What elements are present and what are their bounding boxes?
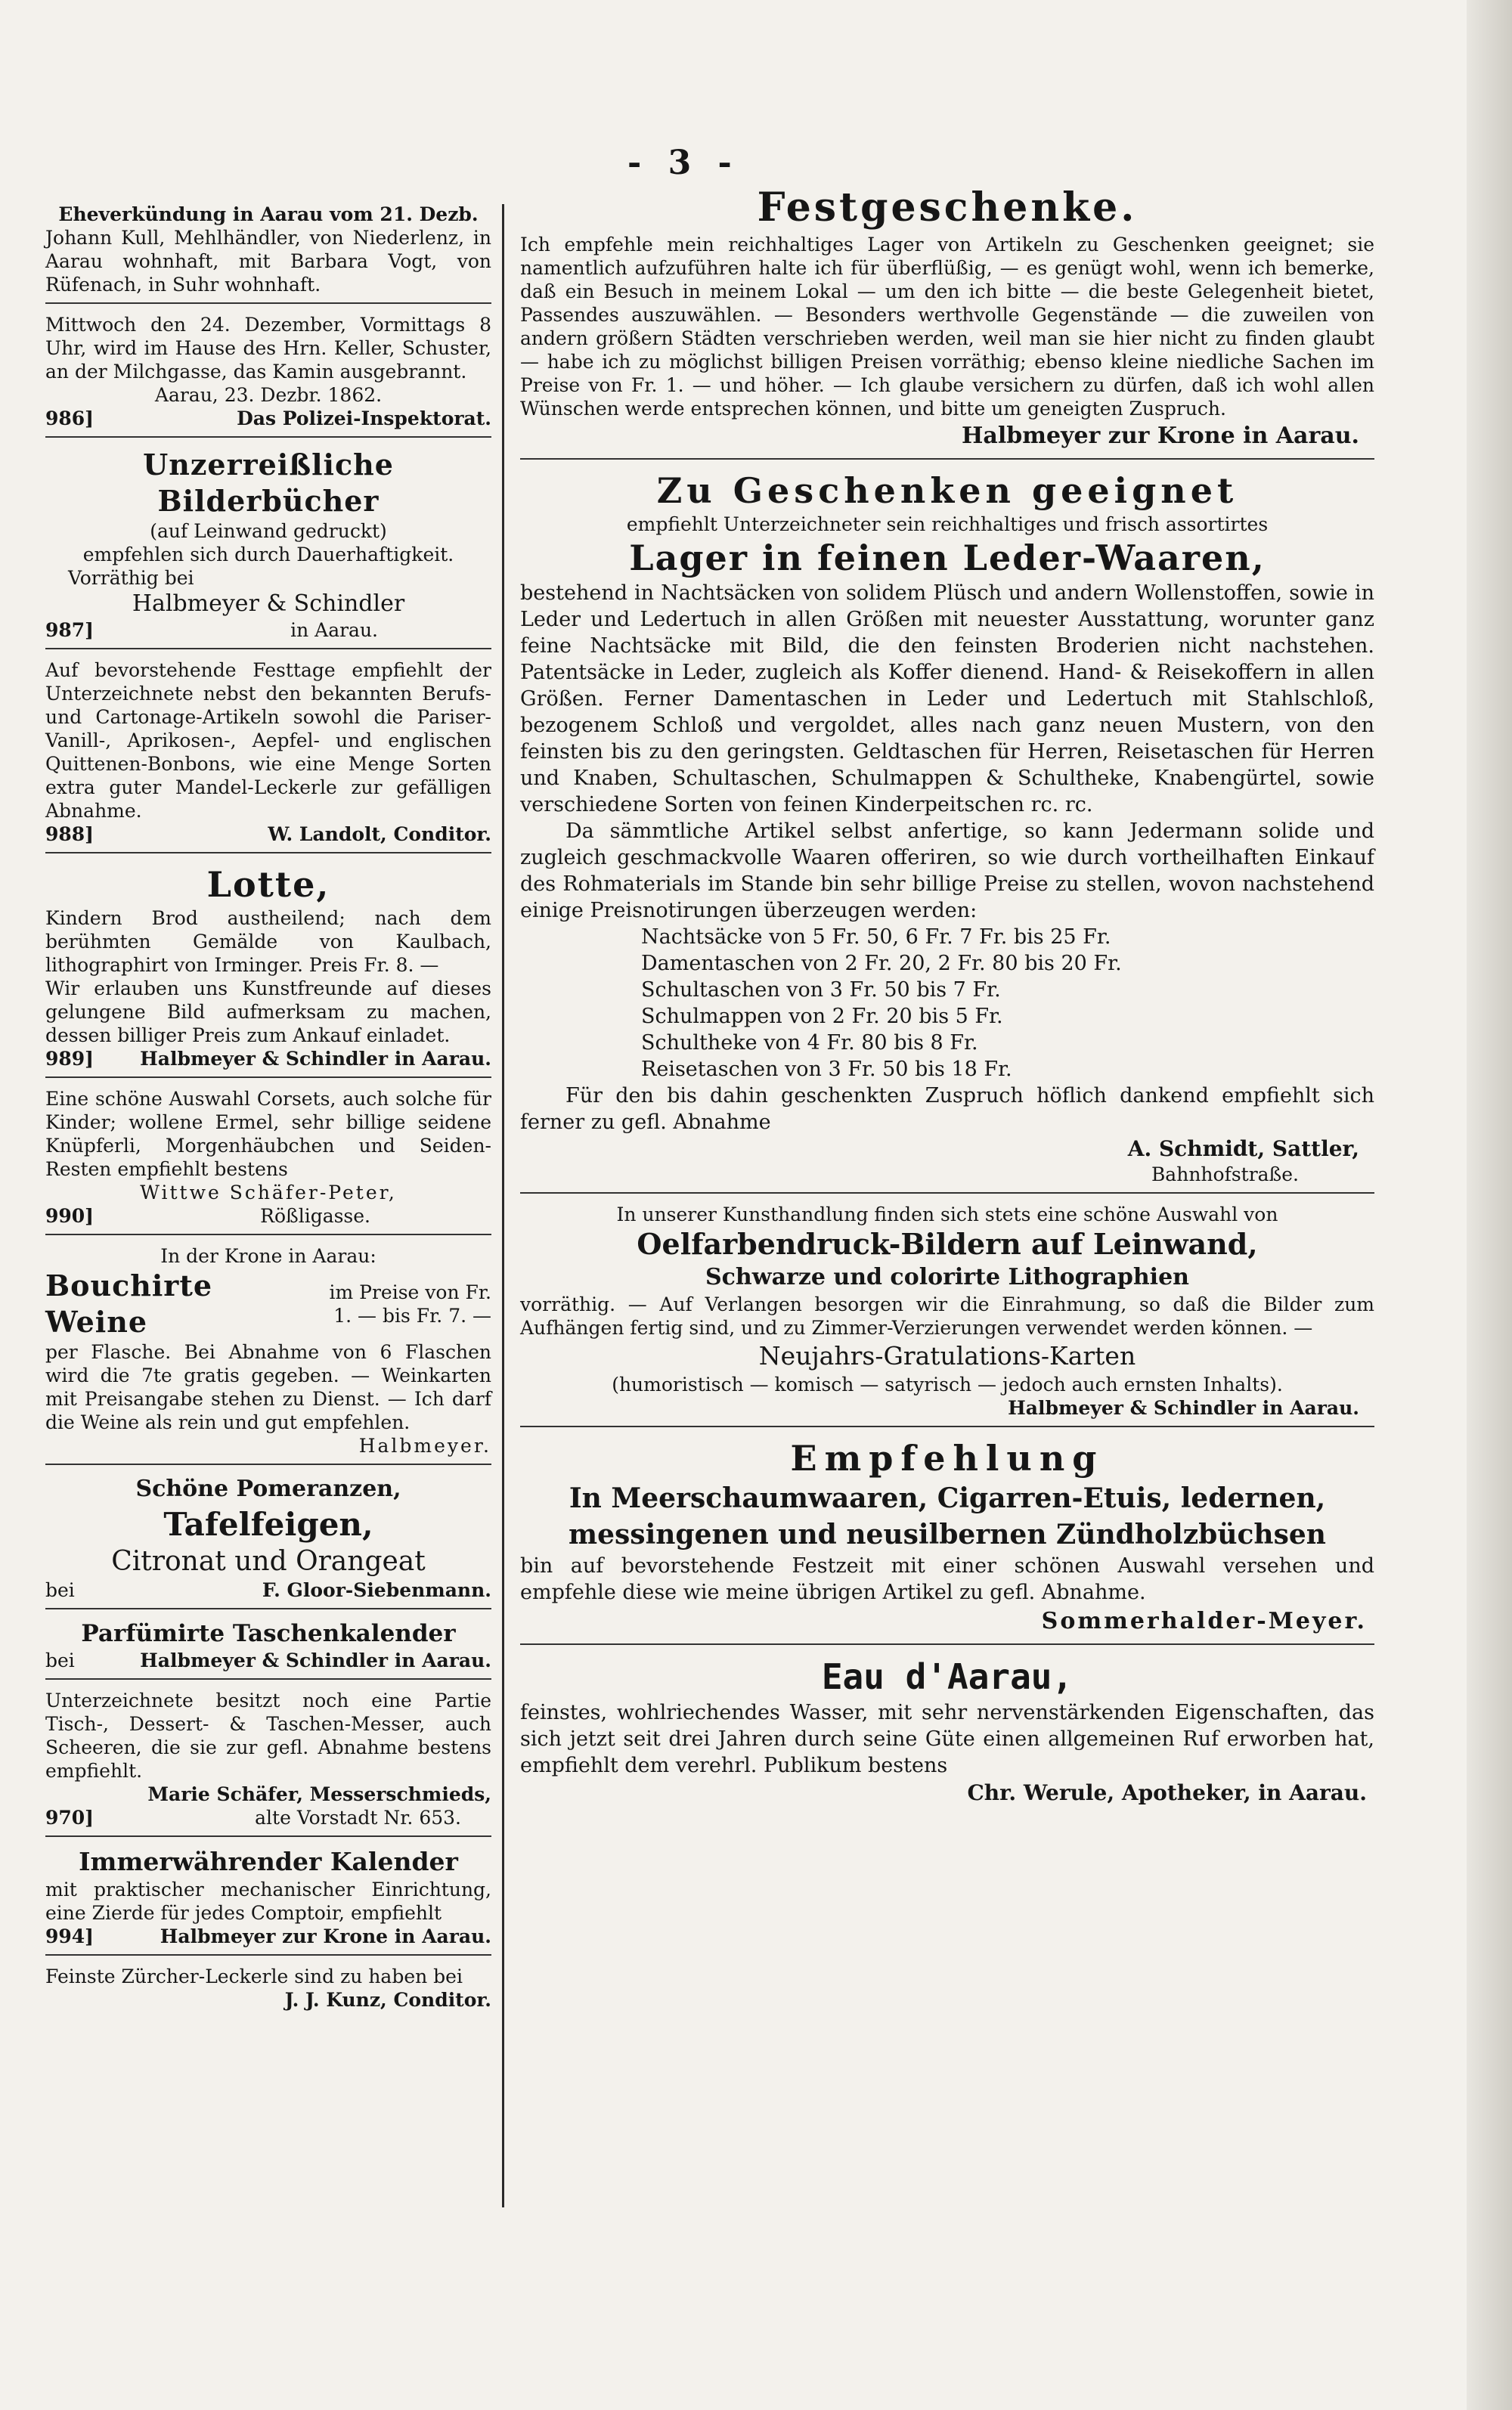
ad-bei: bei bbox=[45, 1579, 75, 1601]
ad-empfehlung bbox=[520, 1432, 1374, 1645]
ad-text: Ich empfehle mein reichhaltiges Lager von Artikeln zu Geschenken geeignet; sie namentlich aufzuführen halte ich für überflüßig, — es genügt wohl, wenn ich bemerke, daß ein Besuch in meinem Lokal — um den ich bitte — die beste Gelegenheit bietet, Passendes auszuwählen. — Besonders werthvolle Gegenstände — die zuweilen von andern größern Städten verschrieben werden, weil man sie hier nicht zu finden glaubt — habe ich zu möglichst billigen Preisen vorräthig; ebenso kleine niedliche Sachen im Preise von Fr. 1. — und höher. — Ich glaube versichern zu dürfen, daß ich wohl allen Wünschen werde entsprechen können, und bitte um geneigten Zuspruch. bbox=[520, 234, 1374, 420]
ad-signature: Chr. Werule, Apotheker, in Aarau. bbox=[967, 1780, 1367, 1805]
ad-text: Vorräthig bei bbox=[68, 567, 194, 589]
ad-text: Feinste Zürcher-Leckerle sind zu haben bei bbox=[45, 1965, 463, 1987]
ad-signature: J. J. Kunz, Conditor. bbox=[284, 1989, 491, 2011]
ad-kunsthandlung bbox=[520, 1198, 1374, 1427]
ad-signature: A. Schmidt, Sattler, bbox=[1127, 1136, 1359, 1161]
ad-text: Eine schöne Auswahl Corsets, auch solche für Kinder; wollene Ermel, sehr billige seidene Knüpferli, Morgenhäubchen und Seiden-Resten empfiehlt bestens bbox=[45, 1088, 491, 1180]
ad-text: Kindern Brod austheilend; nach dem berühmten Gemälde von Kaulbach, lithographirt von Irminger. Preis Fr. 8. — bbox=[45, 907, 491, 976]
ad-leckerle bbox=[45, 1960, 491, 2018]
price-list bbox=[520, 924, 1374, 1083]
ad-text: feinstes, wohlriechendes Wasser, mit sehr nervenstärkenden Eigenschaften, das sich jetzt seit drei Jahren durch seine Güte einen allgemeinen Ruf erworben hat, empfiehlt dem verehrl. Publikum bestens bbox=[520, 1701, 1374, 1777]
ad-taschenkalender bbox=[45, 1614, 491, 1680]
ad-address: Bahnhofstraße. bbox=[1151, 1163, 1299, 1185]
ad-signature: Wittwe Schäfer-Peter, bbox=[140, 1182, 397, 1203]
price-item: Schulmappen von 2 Fr. 20 bis 5 Fr. bbox=[641, 1005, 1003, 1028]
ad-text: mit praktischer mechanischer Einrichtung, eine Zierde für jedes Comptoir, empfiehlt bbox=[45, 1879, 491, 1924]
ad-number: 994] bbox=[45, 1925, 94, 1947]
ad-address: alte Vorstadt Nr. 653. bbox=[255, 1807, 461, 1829]
ad-number: 986] bbox=[45, 407, 94, 429]
price-item: Nachtsäcke von 5 Fr. 50, 6 Fr. 7 Fr. bis 25 Fr. bbox=[641, 925, 1111, 949]
ad-title: Parfümirte Taschenkalender bbox=[81, 1620, 456, 1647]
page-number: - 3 - bbox=[627, 144, 739, 182]
ad-title: Lotte, bbox=[206, 864, 330, 905]
ad-title: Unzerreißliche Bilderbücher bbox=[143, 448, 394, 518]
ad-text: Unterzeichnete besitzt noch eine Partie Tisch-, Dessert- & Taschen-Messer, auch Scheeren, die sie zur gefl. Abnahme bestens empfiehlt. bbox=[45, 1690, 491, 1782]
ad-text: Da sämmtliche Artikel selbst anfertige, so kann Jedermann solide und zugleich geschmackvolle Waaren offeriren, so wie durch vortheilhaften Einkauf des Rohmaterials im Stande bin sehr billige Preise zu stellen, wovon nachstehend einige Preisnotirungen überzeugen werden: bbox=[520, 819, 1374, 922]
ad-subtitle: (auf Leinwand gedruckt) bbox=[150, 520, 387, 542]
ad-title-2: Neujahrs-Gratulations-Karten bbox=[758, 1341, 1136, 1371]
ad-festgeschenke bbox=[520, 178, 1374, 460]
ad-title: Eheverkündung in Aarau vom 21. Dezb. bbox=[58, 203, 479, 225]
ad-title-3: Citronat und Orangeat bbox=[111, 1546, 426, 1577]
price-item: Reisetaschen von 3 Fr. 50 bis 18 Fr. bbox=[641, 1058, 1012, 1081]
ad-signature: Marie Schäfer, Messerschmieds, bbox=[147, 1783, 491, 1805]
ad-signature: Sommerhalder-Meyer. bbox=[1041, 1608, 1367, 1634]
ad-bilderbuecher bbox=[45, 442, 491, 649]
ad-messer bbox=[45, 1684, 491, 1837]
ad-signature: W. Landolt, Conditor. bbox=[268, 823, 491, 845]
ad-price: im Preise von Fr. 1. — bis Fr. 7. — bbox=[329, 1281, 491, 1327]
ad-signature: Halbmeyer & Schindler bbox=[132, 590, 405, 617]
ad-subtitle-2: (humoristisch — komisch — satyrisch — jedoch auch ernsten Inhalts). bbox=[612, 1374, 1283, 1396]
ad-title-2: Lager in feinen Leder-Waaren, bbox=[629, 537, 1266, 578]
ad-text: Für den bis dahin geschenkten Zuspruch höflich dankend empfiehlt sich ferner zu gefl. Abnahme bbox=[520, 1084, 1374, 1134]
ad-title-2: Tafelfeigen, bbox=[163, 1506, 373, 1543]
ad-title: Zu Geschenken geeignet bbox=[656, 470, 1238, 511]
ad-address: Rößligasse. bbox=[260, 1205, 370, 1227]
ad-title: Eau d'Aarau, bbox=[821, 1656, 1074, 1697]
left-column bbox=[45, 198, 491, 2022]
ad-number: 990] bbox=[45, 1205, 94, 1227]
ad-intro: empfiehlt Unterzeichneter sein reichhaltiges und frisch assortirtes bbox=[626, 513, 1269, 535]
ad-lederwaaren bbox=[520, 464, 1374, 1194]
ad-kalender bbox=[45, 1842, 491, 1956]
ad-text: per Flasche. Bei Abnahme von 6 Flaschen wird die 7te gratis gegeben. — Weinkarten mit Preisangabe stehen zu Dienst. — Ich darf die Weine als rein und gut empfehlen. bbox=[45, 1341, 491, 1433]
ad-number: 989] bbox=[45, 1048, 94, 1070]
ad-number: 970] bbox=[45, 1807, 94, 1829]
ad-text: bin auf bevorstehende Festzeit mit einer schönen Auswahl versehen und empfehle diese wie meine übrigen Artikel zu gefl. Abnahme. bbox=[520, 1554, 1374, 1604]
ad-polizei bbox=[45, 308, 491, 438]
ad-text: Wir erlauben uns Kunstfreunde auf dieses gelungene Bild aufmerksam zu machen, dessen billiger Preis zum Ankauf einladet. bbox=[45, 977, 491, 1046]
ad-signature: F. Gloor-Siebenmann. bbox=[262, 1579, 491, 1601]
ad-signature: Halbmeyer & Schindler in Aarau. bbox=[140, 1048, 491, 1070]
price-item: Damentaschen von 2 Fr. 20, 2 Fr. 80 bis 20 Fr. bbox=[641, 952, 1122, 975]
ad-title: Schöne Pomeranzen, bbox=[135, 1476, 401, 1502]
price-item: Schultheke von 4 Fr. 80 bis 8 Fr. bbox=[641, 1031, 978, 1055]
ad-title: Bouchirte Weine bbox=[45, 1269, 213, 1339]
ad-intro: In unserer Kunsthandlung finden sich stets eine schöne Auswahl von bbox=[616, 1203, 1278, 1225]
ad-signature: Halbmeyer & Schindler in Aarau. bbox=[140, 1650, 491, 1671]
ad-signature: Halbmeyer zur Krone in Aarau. bbox=[160, 1925, 491, 1947]
ad-title: Empfehlung bbox=[790, 1438, 1105, 1479]
ad-subtitle: Schwarze und colorirte Lithographien bbox=[705, 1264, 1189, 1290]
ad-bei: bei bbox=[45, 1650, 75, 1671]
ad-eheverkuendung bbox=[45, 198, 491, 304]
ad-signature: Halbmeyer & Schindler in Aarau. bbox=[1008, 1397, 1359, 1419]
price-item: Schultaschen von 3 Fr. 50 bis 7 Fr. bbox=[641, 978, 1001, 1002]
ad-line: messingenen und neusilbernen Zündholzbüchsen bbox=[569, 1519, 1326, 1550]
ad-line: In Meerschaumwaaren, Cigarren-Etuis, ledernen, bbox=[569, 1482, 1326, 1514]
ad-title: Immerwährender Kalender bbox=[79, 1847, 458, 1876]
right-column bbox=[520, 178, 1374, 1818]
ad-text: Mittwoch den 24. Dezember, Vormittags 8 Uhr, wird im Hause des Hrn. Keller, Schuster, an der Milchgasse, das Kamin ausgebrannt. bbox=[45, 314, 491, 383]
ad-corsets bbox=[45, 1083, 491, 1235]
ad-eau-daarau bbox=[520, 1650, 1374, 1814]
ad-text: Johann Kull, Mehlhändler, von Niederlenz, in Aarau wohnhaft, mit Barbara Vogt, von Rüfenach, in Suhr wohnhaft. bbox=[45, 227, 491, 296]
ad-title: Oelfarbendruck-Bildern auf Leinwand, bbox=[637, 1227, 1258, 1261]
ad-lotte bbox=[45, 858, 491, 1078]
ad-weine bbox=[45, 1240, 491, 1465]
ad-date: Aarau, 23. Dezbr. 1862. bbox=[154, 384, 383, 406]
ad-text: empfehlen sich durch Dauerhaftigkeit. bbox=[82, 544, 454, 565]
ad-title: Festgeschenke. bbox=[757, 184, 1138, 231]
ad-landolt bbox=[45, 654, 491, 853]
ad-heading: In der Krone in Aarau: bbox=[160, 1245, 376, 1267]
ad-location: in Aarau. bbox=[290, 619, 378, 641]
ad-number: 988] bbox=[45, 823, 94, 845]
ad-signature: Das Polizei-Inspektorat. bbox=[237, 407, 491, 429]
ad-number: 987] bbox=[45, 619, 94, 641]
ad-signature: Halbmeyer zur Krone in Aarau. bbox=[962, 423, 1359, 449]
page-edge bbox=[1467, 0, 1512, 2410]
ad-pomeranzen bbox=[45, 1470, 491, 1609]
ad-text: vorräthig. — Auf Verlangen besorgen wir die Einrahmung, so daß die Bilder zum Aufhängen fertig sind, und zu Zimmer-Verzierungen verwendet werden können. — bbox=[520, 1293, 1374, 1339]
ad-signature: Halbmeyer. bbox=[358, 1435, 491, 1457]
ad-text: bestehend in Nachtsäcken von solidem Plüsch und andern Wollenstoffen, sowie in Leder und Ledertuch in allen Größen mit neuester Ausstattung, worunter ganz feine Nachtsäcke mit Bild, die den feinsten Broderien nicht nachstehen. Patentsäcke in Leder, zugleich als Koffer dienend. Hand- & Reisekoffern in allen Größen. Ferner Damentaschen in Leder und Ledertuch mit Stahlschloß, bezogenem Schloß und vergoldet, alles nach ganz neuen Mustern, von den feinsten bis zu den geringsten. Geldtaschen für Herren, Reisetaschen für Herren und Knaben, Schultaschen, Schulmappen & Schultheke, Knabengürtel, sowie verschiedene Sorten von feinen Kinderpeitschen rc. rc. bbox=[520, 581, 1374, 816]
ad-text: Auf bevorstehende Festtage empfiehlt der Unterzeichnete nebst den bekannten Berufs- und Cartonage-Artikeln sowohl die Pariser-Vanill-, Aprikosen-, Aepfel- und englischen Quittenen-Bonbons, wie eine Menge Sorten extra guter Mandel-Leckerle zur gefälligen Abnahme. bbox=[45, 659, 491, 822]
column-divider bbox=[502, 204, 504, 2207]
